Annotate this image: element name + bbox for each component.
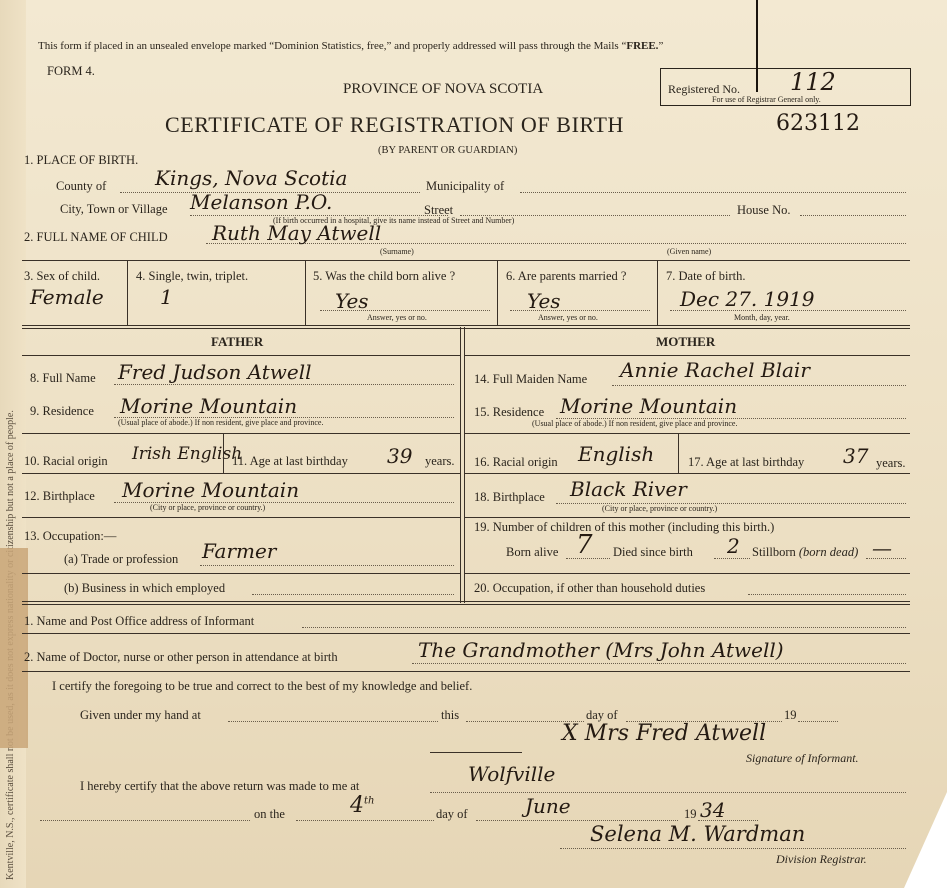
on-the-label: on the	[254, 807, 285, 821]
father-trade-label: (a) Trade or profession	[64, 552, 179, 566]
born-alive-count-label: Born alive	[506, 545, 559, 559]
mother-name-value: Annie Rachel Blair	[620, 358, 810, 382]
married-label: 6. Are parents married ?	[506, 269, 627, 283]
registered-note: For use of Registrar General only.	[712, 95, 821, 104]
mother-rule-3	[464, 517, 910, 518]
parents-divider-b	[464, 327, 465, 603]
father-age-value: 39	[387, 444, 413, 468]
father-residence-value: Morine Mountain	[120, 394, 298, 418]
father-years-label: years.	[425, 454, 455, 468]
informant-signature: X Mrs Fred Atwell	[562, 721, 767, 746]
city-label: City, Town or Village	[60, 202, 168, 216]
mother-name-line	[612, 385, 906, 386]
municipality-label: Municipality of	[426, 179, 505, 193]
parents-divider-a	[460, 327, 461, 603]
rule-informant-bottom	[22, 671, 910, 672]
stillborn-label-text: Stillborn	[752, 545, 796, 559]
born-alive-count-value: 7	[576, 530, 593, 560]
house-label: House No.	[737, 203, 791, 217]
father-rule-1	[22, 433, 460, 434]
informant-signature-label: Signature of Informant.	[746, 751, 859, 765]
child-name-label: 2. FULL NAME OF CHILD	[24, 230, 168, 244]
mother-age-label: 17. Age at last birthday	[688, 455, 805, 469]
mother-rule-4	[464, 573, 910, 574]
father-name-label: 8. Full Name	[30, 371, 96, 385]
father-business-line	[252, 594, 454, 595]
mother-birthplace-value: Black River	[570, 477, 687, 501]
born-alive-note: Answer, yes or no.	[367, 313, 427, 322]
registrar-signature-label: Division Registrar.	[776, 852, 867, 866]
sex-value: Female	[30, 285, 104, 309]
father-name-line	[114, 384, 454, 385]
mother-rule-1	[464, 433, 910, 434]
county-label: County of	[56, 179, 107, 193]
father-residence-label: 9. Residence	[30, 404, 94, 418]
registrar-month-value: June	[525, 794, 571, 818]
place-of-birth-label: 1. PLACE OF BIRTH.	[24, 153, 139, 167]
col-divider-4	[657, 260, 658, 326]
father-trade-line	[200, 565, 454, 566]
mother-birthplace-note: (City or place, province or country.)	[602, 504, 718, 513]
father-birthplace-note: (City or place, province or country.)	[150, 503, 266, 512]
registrar-day-line	[296, 820, 434, 821]
registrar-day-of-label: day of	[436, 807, 468, 821]
registrar-signature-line	[560, 848, 906, 849]
plurality-value: 1	[160, 285, 173, 309]
ink-stroke	[756, 0, 758, 92]
given-year-prefix: 19	[784, 708, 797, 722]
doctor-line	[412, 663, 906, 664]
surname-note: (Surname)	[380, 247, 414, 256]
tape-strip	[0, 548, 28, 748]
mother-rule-2	[464, 473, 910, 474]
registrar-place-line	[430, 792, 906, 793]
mother-children-label: 19. Number of children of this mother (including this birth.)	[474, 520, 775, 534]
father-racial-value: Irish English	[132, 444, 243, 464]
stillborn-note: (born dead)	[798, 545, 859, 559]
torn-corner	[904, 792, 947, 888]
father-rule-3	[22, 517, 460, 518]
rule-informant-mid	[22, 633, 910, 634]
this-label: this	[441, 708, 460, 722]
registrar-start-line	[40, 820, 250, 821]
father-residence-note: (Usual place of abode.) If non resident, give place and province.	[118, 418, 324, 427]
city-value: Melanson P.O.	[190, 190, 333, 214]
died-label: Died since birth	[613, 545, 693, 559]
mother-age-divider	[678, 433, 679, 473]
rule-informant-top	[22, 601, 910, 605]
died-line	[714, 558, 750, 559]
mail-notice-free: FREE.	[626, 40, 659, 52]
col-divider-2	[305, 260, 306, 326]
registrar-day-value: 4	[350, 793, 364, 818]
sex-label: 3. Sex of child.	[24, 269, 101, 283]
county-value: Kings, Nova Scotia	[155, 166, 348, 190]
father-occupation-label: 13. Occupation:—	[24, 529, 117, 543]
mail-notice	[38, 41, 663, 52]
mother-occupation-label: 20. Occupation, if other than household duties	[474, 581, 706, 595]
father-rule-4	[22, 573, 460, 574]
mother-heading: MOTHER	[656, 334, 716, 349]
hospital-note: (If birth occurred in a hospital, give its name instead of Street and Number)	[273, 216, 515, 225]
married-value: Yes	[527, 289, 561, 313]
given-day-of-label: day of	[586, 708, 618, 722]
certificate-number: 623112	[776, 111, 860, 136]
stillborn-label	[752, 546, 858, 559]
given-under-hand-label: Given under my hand at	[80, 708, 201, 722]
certificate-title: CERTIFICATE OF REGISTRATION OF BIRTH	[165, 112, 624, 137]
mother-birthplace-label: 18. Birthplace	[474, 490, 545, 504]
registrar-year-prefix: 19	[684, 807, 697, 821]
died-value: 2	[727, 534, 740, 558]
mail-notice-close: ”	[658, 40, 664, 52]
dob-note: Month, day, year.	[734, 313, 790, 322]
father-heading: FATHER	[211, 334, 264, 349]
father-business-label: (b) Business in which employed	[64, 581, 226, 595]
father-racial-label: 10. Racial origin	[24, 454, 108, 468]
informant-label: 1. Name and Post Office address of Informant	[24, 614, 255, 628]
short-rule	[430, 752, 522, 753]
doctor-value: The Grandmother (Mrs John Atwell)	[418, 638, 784, 662]
father-trade-value: Farmer	[202, 539, 277, 563]
rule-row3-top	[22, 260, 910, 261]
registrar-place-value: Wolfville	[468, 762, 556, 786]
subtitle: (BY PARENT OR GUARDIAN)	[378, 145, 518, 156]
mail-notice-text: This form if placed in an unsealed envelope marked “Dominion Statistics, free,” and properly addressed will pass through the Mails “	[38, 40, 627, 52]
father-birthplace-value: Morine Mountain	[122, 478, 300, 502]
born-alive-label: 5. Was the child born alive ?	[313, 269, 456, 283]
doctor-label: 2. Name of Doctor, nurse or other person in attendance at birth	[24, 650, 338, 664]
given-place-line	[228, 721, 438, 722]
registered-number: 112	[790, 68, 836, 96]
mother-residence-note: (Usual place of abode.) If non resident, give place and province.	[532, 419, 738, 428]
dob-label: 7. Date of birth.	[666, 269, 746, 283]
mother-occupation-line	[748, 594, 906, 595]
father-heading-rule	[22, 355, 460, 356]
certify-statement: I certify the foregoing to be true and correct to the best of my knowledge and belief.	[52, 679, 473, 693]
col-divider-1	[127, 260, 128, 326]
registered-label: Registered No.	[668, 82, 740, 96]
mother-age-value: 37	[843, 444, 869, 468]
married-note: Answer, yes or no.	[538, 313, 598, 322]
father-age-divider	[223, 433, 224, 473]
plurality-label: 4. Single, twin, triplet.	[136, 269, 249, 283]
born-alive-value: Yes	[335, 289, 369, 313]
form-number: FORM 4.	[47, 64, 95, 78]
father-name-value: Fred Judson Atwell	[118, 360, 312, 384]
mother-years-label: years.	[876, 456, 906, 470]
dob-value: Dec 27. 1919	[680, 287, 815, 311]
registrar-year-value: 34	[700, 798, 726, 822]
mother-residence-label: 15. Residence	[474, 405, 545, 419]
municipality-line	[520, 192, 906, 193]
child-name-value: Ruth May Atwell	[212, 221, 382, 245]
mother-heading-rule	[464, 355, 910, 356]
stillborn-value: —	[872, 536, 892, 560]
informant-line	[302, 627, 906, 628]
rule-parents-top	[22, 325, 910, 329]
province-heading: PROVINCE OF NOVA SCOTIA	[343, 81, 544, 97]
registrar-signature: Selena M. Wardman	[590, 822, 806, 846]
given-name-note: (Given name)	[667, 247, 712, 256]
registrar-day-suffix: th	[364, 795, 375, 807]
mother-racial-value: English	[578, 442, 655, 466]
house-line	[800, 215, 906, 216]
father-birthplace-label: 12. Birthplace	[24, 489, 95, 503]
col-divider-3	[497, 260, 498, 326]
mother-name-label: 14. Full Maiden Name	[474, 372, 588, 386]
mother-residence-value: Morine Mountain	[560, 394, 738, 418]
father-rule-2	[22, 473, 460, 474]
registrar-statement: I hereby certify that the above return was made to me at	[80, 779, 360, 793]
registrar-month-line	[476, 820, 678, 821]
father-age-label: 11. Age at last birthday	[232, 454, 348, 468]
street-label: Street	[424, 203, 454, 217]
given-year-line	[798, 721, 838, 722]
mother-racial-label: 16. Racial origin	[474, 455, 558, 469]
registrar-day	[350, 795, 374, 817]
